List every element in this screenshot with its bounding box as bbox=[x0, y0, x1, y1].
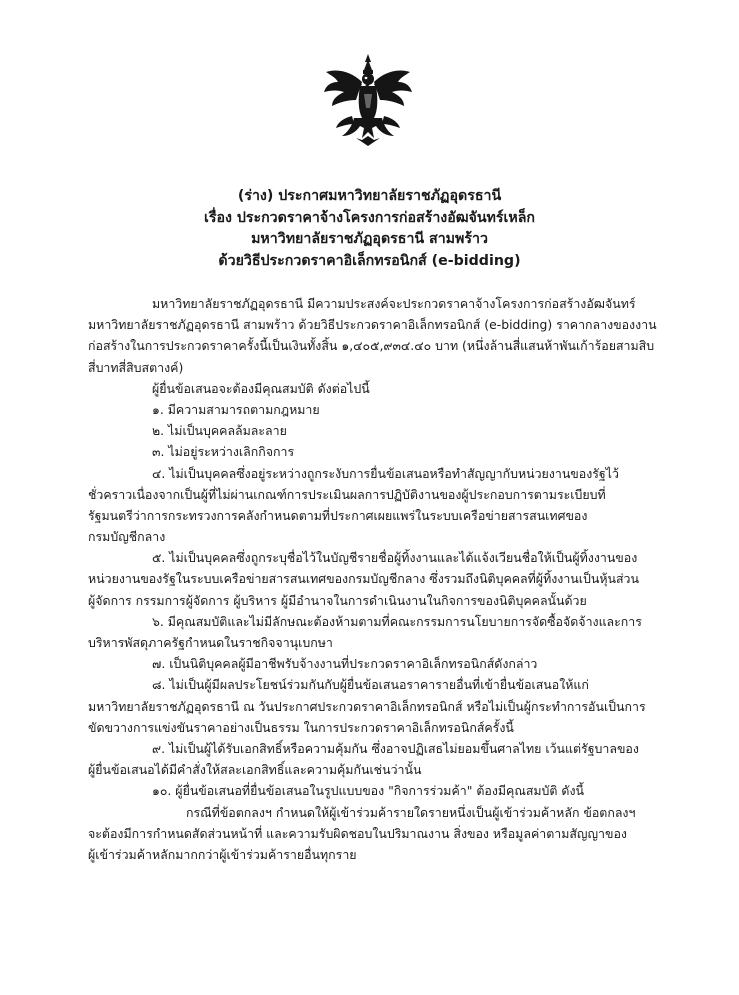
body-line: ชั่วคราวเนื่องจากเป็นผู้ที่ไม่ผ่านเกณฑ์การประเมินผลการปฏิบัติงานของผู้ประกอบการตามระเบียบที่ bbox=[88, 486, 606, 502]
heading-line-1: (ร่าง) ประกาศมหาวิทยาลัยราชภัฏอุดรธานี bbox=[237, 188, 502, 204]
body-line: มหาวิทยาลัยราชภัฏอุดรธานี ณ วันประกาศประกวดราคาอิเล็กทรอนิกส์ หรือไม่เป็นผู้กระทำการอันเป็นการ bbox=[88, 698, 646, 714]
body-line: ผู้จัดการ กรรมการผู้จัดการ ผู้บริหาร ผู้มีอำนาจในการดำเนินงานในกิจการของนิติบุคคลนั้นด้วย bbox=[88, 592, 587, 608]
body-line: สี่บาทสี่สิบสตางค์) bbox=[88, 359, 184, 375]
qualification-item-2: ๒. ไม่เป็นบุคคลล้มละลาย bbox=[152, 423, 287, 439]
body-line: รัฐมนตรีว่าการกระทรวงการคลังกำหนดตามที่ประกาศเผยแพร่ในระบบเครือข่ายสารสนเทศของ bbox=[88, 507, 588, 523]
body-line: ผู้ยื่นข้อเสนอจะต้องมีคุณสมบัติ ดังต่อไปนี้ bbox=[152, 380, 370, 396]
body-line: จะต้องมีการกำหนดสัดส่วนหน้าที่ และความรับผิดชอบในปริมาณงาน สิ่งของ หรือมูลค่าตามสัญญาของ bbox=[88, 825, 627, 841]
qualification-item-1: ๑. มีความสามารถตามกฎหมาย bbox=[152, 401, 320, 417]
qualification-item-7: ๗. เป็นนิติบุคคลผู้มีอาชีพรับจ้างงานที่ประกวดราคาอิเล็กทรอนิกส์ดังกล่าว bbox=[152, 656, 538, 672]
qualification-item-5: ๕. ไม่เป็นบุคคลซึ่งถูกระบุชื่อไว้ในบัญชีรายชื่อผู้ทิ้งงานและได้แจ้งเวียนชื่อให้เป็นผู้ทิ้งงานของ bbox=[152, 550, 638, 566]
body-line: บริหารพัสดุภาครัฐกำหนดในราชกิจจานุเบกษา bbox=[88, 635, 333, 650]
qualification-item-3: ๓. ไม่อยู่ระหว่างเลิกกิจการ bbox=[152, 444, 295, 460]
body-line: หน่วยงานของรัฐในระบบเครือข่ายสารสนเทศของกรมบัญชีกลาง ซึ่งรวมถึงนิติบุคคลที่ผู้ทิ้งงานเป็นหุ้นส่วน bbox=[88, 571, 639, 587]
qualification-item-9: ๙. ไม่เป็นผู้ได้รับเอกสิทธิ์หรือความคุ้มกัน ซึ่งอาจปฏิเสธไม่ยอมขึ้นศาลไทย เว้นแต่รัฐบาลของ bbox=[152, 740, 639, 756]
announcement-heading bbox=[0, 186, 739, 272]
heading-line-2: เรื่อง ประกวดราคาจ้างโครงการก่อสร้างอัฒจันทร์เหล็ก bbox=[203, 209, 536, 226]
heading-line-3: มหาวิทยาลัยราชภัฏอุดรธานี สามพร้าว bbox=[251, 231, 488, 247]
body-line: กรณีที่ข้อตกลงฯ กำหนดให้ผู้เข้าร่วมค้ารายใดรายหนึ่งเป็นผู้เข้าร่วมค้าหลัก ข้อตกลงฯ bbox=[186, 804, 636, 820]
qualification-item-10: ๑๐. ผู้ยื่นข้อเสนอที่ยื่นข้อเสนอในรูปแบบของ "กิจการร่วมค้า" ต้องมีคุณสมบัติ ดังนี้ bbox=[152, 783, 584, 799]
garuda-emblem-icon bbox=[322, 52, 414, 148]
body-line: มหาวิทยาลัยราชภัฏอุดรธานี มีความประสงค์จะประกวดราคาจ้างโครงการก่อสร้างอัฒจันทร์ bbox=[152, 296, 636, 311]
body-line: กรมบัญชีกลาง bbox=[88, 529, 166, 545]
qualification-item-4: ๔. ไม่เป็นบุคคลซึ่งอยู่ระหว่างถูกระงับการยื่นข้อเสนอหรือทำสัญญากับหน่วยงานของรัฐไว้ bbox=[152, 465, 619, 481]
heading-line-4: ด้วยวิธีประกวดราคาอิเล็กทรอนิกส์ (e-bidding) bbox=[218, 252, 521, 269]
body-line: ผู้ยื่นข้อเสนอได้มีคำสั่งให้สละเอกสิทธิ์และความคุ้มกันเช่นว่านั้น bbox=[88, 762, 422, 778]
body-line: ก่อสร้างในการประกวดราคาครั้งนี้เป็นเงินทั้งสิ้น ๑,๔๐๕,๙๓๔.๔๐ บาท (หนึ่งล้านสี่แสนห้าพันเก้าร้อยสามสิบ bbox=[88, 338, 655, 354]
announcement-body bbox=[88, 293, 688, 865]
body-line: ขัดขวางการแข่งขันราคาอย่างเป็นธรรม ในการประกวดราคาอิเล็กทรอนิกส์ครั้งนี้ bbox=[88, 719, 514, 735]
qualification-item-8: ๘. ไม่เป็นผู้มีผลประโยชน์ร่วมกันกับผู้ยื่นข้อเสนอราคารายอื่นที่เข้ายื่นข้อเสนอให้แก่ bbox=[152, 677, 589, 693]
body-line: มหาวิทยาลัยราชภัฏอุดรธานี สามพร้าว ด้วยวิธีประกวดราคาอิเล็กทรอนิกส์ (e-bidding) ราคากลางของงาน bbox=[88, 317, 657, 333]
body-line: ผู้เข้าร่วมค้าหลักมากกว่าผู้เข้าร่วมค้ารายอื่นทุกราย bbox=[88, 846, 357, 862]
qualification-item-6: ๖. มีคุณสมบัติและไม่มีลักษณะต้องห้ามตามที่คณะกรรมการนโยบายการจัดซื้อจัดจ้างและการ bbox=[152, 613, 642, 629]
